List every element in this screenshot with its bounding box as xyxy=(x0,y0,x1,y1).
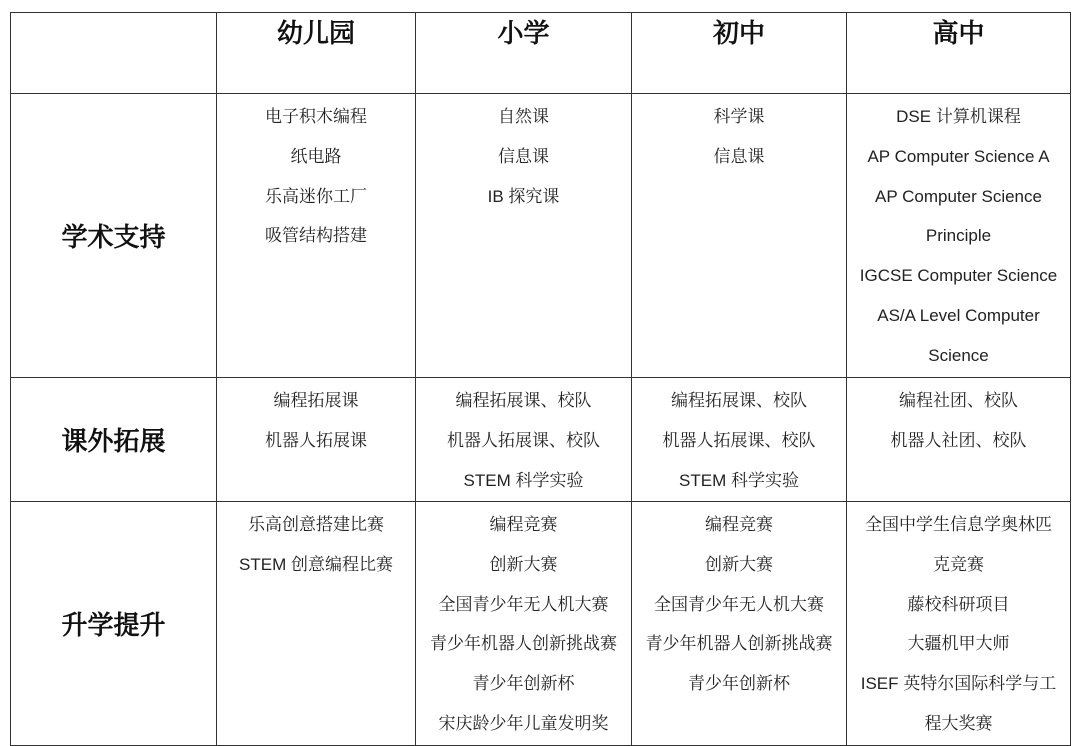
list-item: 机器人拓展课、校队 xyxy=(662,430,816,450)
list-item: 宋庆龄少年儿童发明奖 xyxy=(438,713,609,733)
list-item: 程大奖赛 xyxy=(924,713,993,733)
list-item: 全国青少年无人机大赛 xyxy=(654,594,824,614)
list-item: 大疆机甲大师 xyxy=(907,634,1010,654)
list-item: 编程竞赛 xyxy=(705,515,773,534)
list-item: 乐高创意搭建比赛 xyxy=(248,515,384,534)
list-item: 纸电路 xyxy=(290,146,342,166)
list-item: 编程竞赛 xyxy=(489,515,558,534)
list-item: 信息课 xyxy=(498,146,549,166)
list-item: 电子积木编程 xyxy=(265,107,367,126)
list-item: 藤校科研项目 xyxy=(907,594,1010,614)
list-item: 吸管结构搭建 xyxy=(265,226,367,246)
list-item: 机器人拓展课 xyxy=(265,430,367,450)
list-item: Principle xyxy=(925,226,992,246)
curriculum-table xyxy=(10,12,1071,746)
list-item: 机器人社团、校队 xyxy=(890,430,1027,450)
cell-academic-primary xyxy=(416,94,632,378)
list-item: 青少年机器人创新挑战赛 xyxy=(430,634,617,654)
list-item: ISEF 英特尔国际科学与工 xyxy=(860,674,1057,694)
table-row-advancement xyxy=(11,502,1071,746)
list-item: 创新大赛 xyxy=(489,554,558,574)
header-row xyxy=(11,13,1071,94)
cell-adv-kindergarten xyxy=(217,502,416,746)
list-item: 编程拓展课、校队 xyxy=(671,391,807,410)
list-item: IGCSE Computer Science xyxy=(859,266,1058,286)
row-title-academic: 学术支持 xyxy=(11,94,217,378)
list-item: 青少年创新杯 xyxy=(688,674,790,694)
list-item: STEM 科学实验 xyxy=(463,470,584,490)
cell-extra-high xyxy=(847,378,1071,502)
cell-extra-kindergarten xyxy=(217,378,416,502)
row-title-extracurricular: 课外拓展 xyxy=(11,378,217,502)
list-item: 科学课 xyxy=(713,107,765,126)
list-item: Science xyxy=(928,345,989,365)
col-header-primary: 小学 xyxy=(416,13,632,94)
col-header-kindergarten: 幼儿园 xyxy=(217,13,416,94)
list-item: 机器人拓展课、校队 xyxy=(447,430,600,450)
cell-academic-kindergarten xyxy=(217,94,416,378)
cell-extra-primary xyxy=(416,378,632,502)
row-title-advancement: 升学提升 xyxy=(11,502,217,746)
cell-academic-middle xyxy=(632,94,847,378)
list-item: AP Computer Science xyxy=(875,186,1042,206)
list-item: 青少年创新杯 xyxy=(472,674,575,694)
list-item: 编程拓展课、校队 xyxy=(455,391,592,410)
list-item: 全国中学生信息学奥林匹 xyxy=(865,515,1052,534)
list-item: 自然课 xyxy=(498,107,549,126)
table-row-academic xyxy=(11,94,1071,378)
list-item: 全国青少年无人机大赛 xyxy=(438,594,609,614)
list-item: STEM 科学实验 xyxy=(679,470,799,490)
col-header-high: 高中 xyxy=(847,13,1071,94)
list-item: STEM 创意编程比赛 xyxy=(239,554,393,574)
table-row-extracurricular xyxy=(11,378,1071,502)
list-item: AP Computer Science A xyxy=(867,146,1050,166)
list-item: DSE 计算机课程 xyxy=(896,107,1021,126)
list-item: 克竞赛 xyxy=(933,554,984,574)
list-item: 青少年机器人创新挑战赛 xyxy=(645,634,833,654)
list-item: 信息课 xyxy=(713,146,765,166)
cell-adv-primary xyxy=(416,502,632,746)
corner-cell xyxy=(11,13,217,94)
cell-adv-high xyxy=(847,502,1071,746)
cell-extra-middle xyxy=(632,378,847,502)
cell-adv-middle xyxy=(632,502,847,746)
col-header-middle: 初中 xyxy=(632,13,847,94)
list-item: AS/A Level Computer xyxy=(877,305,1040,325)
list-item: IB 探究课 xyxy=(487,186,560,206)
list-item: 乐高迷你工厂 xyxy=(265,186,367,206)
cell-academic-high xyxy=(847,94,1071,378)
list-item: 创新大赛 xyxy=(705,554,773,574)
list-item: 编程社团、校队 xyxy=(899,391,1018,410)
list-item: 编程拓展课 xyxy=(273,391,359,410)
